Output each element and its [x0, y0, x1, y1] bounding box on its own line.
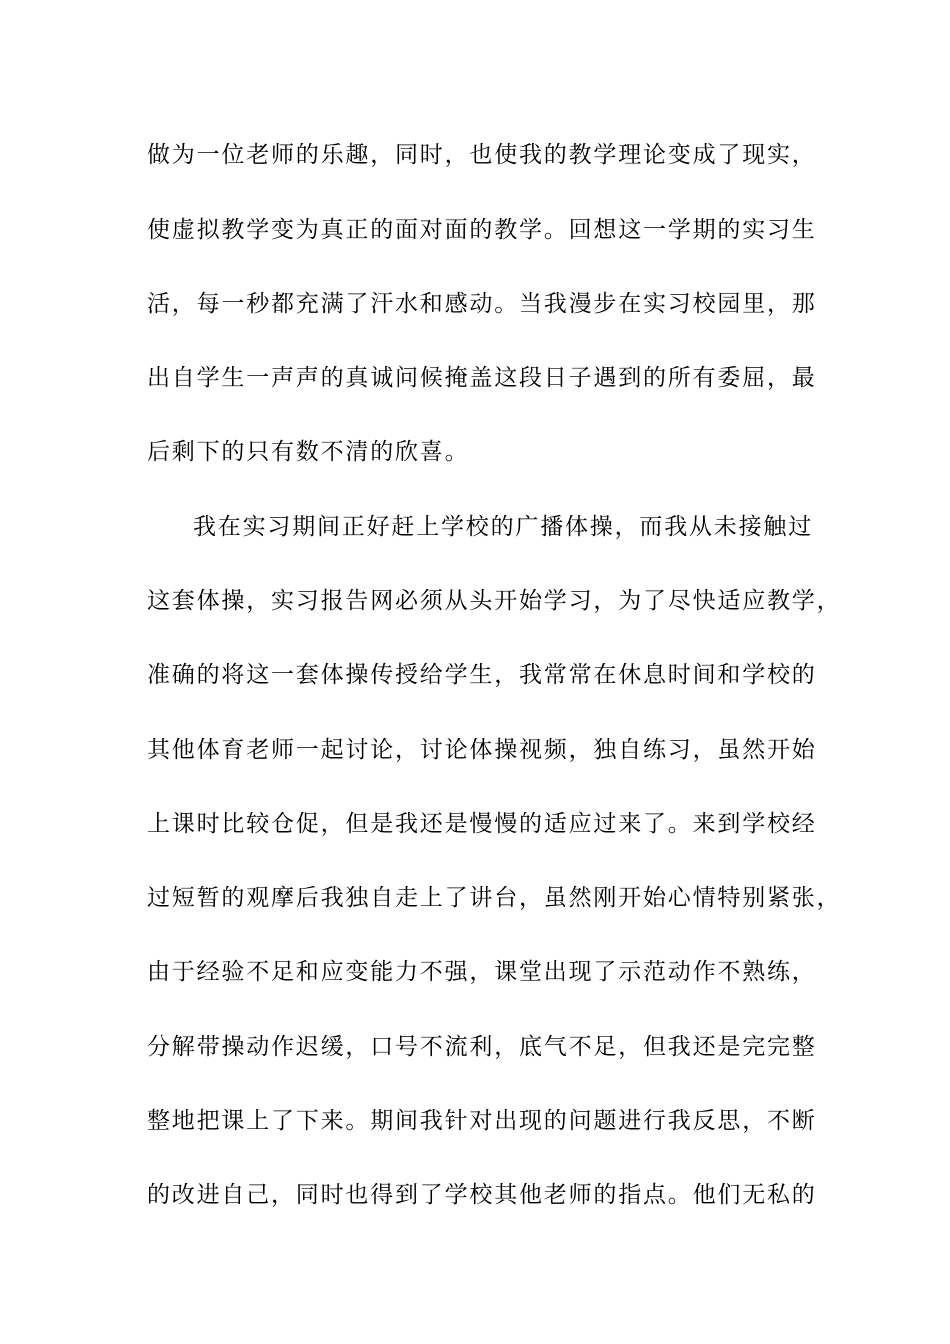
- text-line: 使虚拟教学变为真正的面对面的教学。回想这一学期的实习生: [147, 217, 817, 243]
- text-line: 分解带操动作迟缓，口号不流利，底气不足，但我还是完完整: [147, 1034, 817, 1060]
- text-line: 整地把课上了下来。期间我针对出现的问题进行我反思，不断: [147, 1108, 817, 1134]
- text-line: 这套体操，实习报告网必须从头开始学习，为了尽快适应教学，: [147, 588, 842, 614]
- paragraph-first-line: 我在实习期间正好赶上学校的广播体操，而我从未接触过: [193, 514, 813, 540]
- text-line: 由于经验不足和应变能力不强，课堂出现了示范动作不熟练，: [147, 959, 817, 985]
- text-line: 的改进自己，同时也得到了学校其他老师的指点。他们无私的: [147, 1182, 817, 1208]
- text-line: 上课时比较仓促，但是我还是慢慢的适应过来了。来到学校经: [147, 811, 817, 837]
- text-line: 做为一位老师的乐趣，同时，也使我的教学理论变成了现实，: [147, 142, 817, 168]
- text-line: 活，每一秒都充满了汗水和感动。当我漫步在实习校园里，那: [147, 291, 817, 317]
- text-line: 出自学生一声声的真诚问候掩盖这段日子遇到的所有委屈，最: [147, 365, 817, 391]
- text-line: 其他体育老师一起讨论，讨论体操视频，独自练习，虽然开始: [147, 737, 817, 763]
- text-line: 准确的将这一套体操传授给学生，我常常在休息时间和学校的: [147, 662, 817, 688]
- text-line: 过短暂的观摩后我独自走上了讲台，虽然刚开始心情特别紧张，: [147, 885, 842, 911]
- text-line: 后剩下的只有数不清的欣喜。: [147, 439, 470, 465]
